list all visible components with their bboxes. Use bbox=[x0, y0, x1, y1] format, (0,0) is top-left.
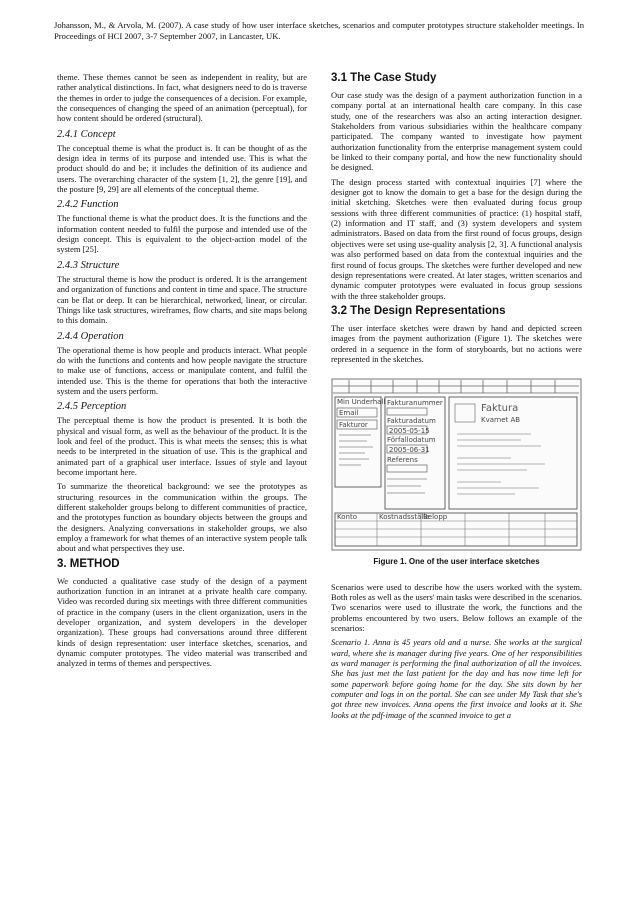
section-3-1-heading: 3.1 The Case Study bbox=[331, 72, 437, 84]
sketch-label-konto: Konto bbox=[337, 513, 357, 522]
right-column bbox=[331, 72, 582, 724]
intro-paragraph: theme. These themes cannot be seen as independent in reality, but are rather analytical distinctions. In fact, what designers need to do is traverse the themes in order to judge the consequences of a decision. For example, the consequences of changing the speed of an animation (perceptual), for how content should be ordered (structural). bbox=[57, 72, 307, 124]
running-header: Johansson, M., & Arvola, M. (2007). A case study of how user interface sketches, scenarios and computer prototypes structure stakeholder meetings. In Proceedings of HCI 2007, 3-7 September 2007, in Lancaster, UK. bbox=[54, 20, 584, 41]
sketch-label-referens: Referens bbox=[387, 456, 418, 465]
scenario-1-paragraph: Scenario 1. Anna is 45 years old and a nurse. She works at the surgical ward, where she is manager during five years. One of her responsibilities as ward manager is performing the final authorization of all the invoices. She has just met the last patient for the day and has now time left for some paperwork before going home for the day. She sits down by her computer and logs in on the portal. She can see under My Task that she's got three new invoices. Anna opens the first invoice and looks at it. She looks at the pdf-image of the scanned invoice to get a bbox=[331, 637, 582, 720]
scenarios-paragraph: Scenarios were used to describe how the users worked with the system. Both roles as well as the users' main tasks were described in the scenarios. Two scenarios were used to illustrate the work, the functions and the problems encountered by two users. Below follows an example of the scenarios: bbox=[331, 581, 582, 633]
ui-sketch-drawing bbox=[331, 378, 582, 551]
structure-paragraph: The structural theme is how the product is ordered. It is the arrangement and organization of functions and content in time and space. The structure can be flat or deep. It can be hierarchical, networked, linear, or circular. Things like task structures, wireframes, flow charts, and site maps belong to this domain. bbox=[57, 273, 307, 326]
sketch-label-kostnadsstalle: Kostnadsställe bbox=[379, 513, 430, 522]
sketch-label-company: Kvarnet AB bbox=[481, 416, 521, 425]
section-2-4-1-heading: 2.4.1 Concept bbox=[57, 128, 116, 140]
sketch-label-belopp: Belopp bbox=[423, 513, 448, 522]
figure-1-caption: Figure 1. One of the user interface sketches bbox=[373, 557, 540, 567]
sketch-label-faktura: Faktura bbox=[481, 403, 519, 415]
method-paragraph: We conducted a qualitative case study of the design of a payment authorization function in an intranet at a private health care company. Video was recorded during six meetings with three different communities of practice in the company (users in the client organization, users in the developer organization, and system developers in the developer organization). These groups had conversations around three different kinds of design representation: user interface sketches, scenarios, and dynamic computer prototypes. The video material was transcribed and analyzed in terms of themes and perspectives. bbox=[57, 575, 307, 669]
perception-paragraph: The perceptual theme is how the product is presented. It is both the physical and visual form, as well as the behaviour of the product. It is the look and feel of the product. This is what meets the senses; this is what needs to be interpreted in the situation of use. This is the graphical and animated part of a graphical user interface. Issues of style and layout become important here. bbox=[57, 415, 307, 477]
figure-1-sketch bbox=[331, 378, 582, 551]
sketch-label-forfallodatum: Förfallodatum bbox=[387, 436, 436, 445]
section-2-4-3-heading: 2.4.3 Structure bbox=[57, 259, 120, 271]
section-2-4-4-heading: 2.4.4 Operation bbox=[57, 330, 124, 342]
case-study-paragraph-2: The design process started with contextual inquiries [7] where the designer got to know the domain to get a base for the design during the initial sketching. Sketches were then evaluated during focus group sessions with three different communities of practice: (1) hospital staff, (2) information and IT staff, and (3) system developers and system administrators. Based on data from the first round of focus groups, design objectives were set using use-quality analysis [2, 3]. A functional analysis was also performed based on data from the contextual inquiries and the first round of focus groups. The sketches were further developed and new design representations were created. At later stages, written scenarios and dynamic computer prototypes were evaluated in focus group sessions with the three stakeholder groups. bbox=[331, 176, 582, 301]
sketch-label-fakturadatum: Fakturadatum bbox=[387, 417, 436, 426]
method-heading: 3. METHOD bbox=[57, 557, 120, 570]
sketch-label-date-1: 2005-05-15 bbox=[389, 427, 430, 436]
sketch-label-date-2: 2005-06-31 bbox=[389, 446, 430, 455]
sketch-label-email: Email bbox=[339, 409, 359, 418]
summary-paragraph: To summarize the theoretical background: we see the prototypes as structuring resources in the communication within the groups. The different stakeholder groups belong to different communities of practice, and the prototypes function as boundary objects between the groups and the designers. Analyzing conversations in stakeholder groups, we also employ a framework for what themes of an interactive system people talk about and what perspectives they use. bbox=[57, 481, 307, 554]
design-representations-paragraph: The user interface sketches were drawn by hand and depicted screen images from the payment authorization (Figure 1). The sketches were ordered in a sequence in the form of storyboards, but no actions were represented in the sketches. bbox=[331, 322, 582, 364]
section-2-4-2-heading: 2.4.2 Function bbox=[57, 199, 119, 211]
concept-paragraph: The conceptual theme is what the product is. It can be thought of as the design idea in terms of its purpose and intended use. This is what the product should do and be; it includes the definition of its audience and users. The overarching character of the system [1, 2], the genre [19], and the posture [9, 29] are all elements of the conceptual theme. bbox=[57, 142, 307, 195]
case-study-paragraph-1: Our case study was the design of a payment authorization function in a company portal at an international health care company. In this case study, one of the researchers was also an acting interaction designer. Stakeholders from various subsidiaries within the healthcare company participated. The company wanted to investigate how payment authorization functionality from the enterprise management system could be linked to their company portal, and how the new functionality should be designed. bbox=[331, 90, 582, 173]
section-3-2-heading: 3.2 The Design Representations bbox=[331, 304, 506, 317]
section-2-4-5-heading: 2.4.5 Perception bbox=[57, 401, 127, 413]
function-paragraph: The functional theme is what the product does. It is the functions and the information content needed to fulfil the purpose and intended use of the design concept. This is equivalent to the object-action model of the system [25]. bbox=[57, 213, 307, 255]
operation-paragraph: The operational theme is how people and products interact. What people do with the functions and contents and how people navigate the structure to make use of functions, access or manipulate content, and fulfil the intended use. This is the theme for operations that both the interactive system and the users perform. bbox=[57, 344, 307, 396]
sketch-label-fakturanummer: Fakturanummer bbox=[387, 399, 443, 408]
left-column bbox=[57, 72, 307, 673]
sketch-label-fakturor: Fakturor bbox=[339, 421, 368, 430]
sketch-label-underhall: Min Underhall bbox=[337, 398, 386, 407]
